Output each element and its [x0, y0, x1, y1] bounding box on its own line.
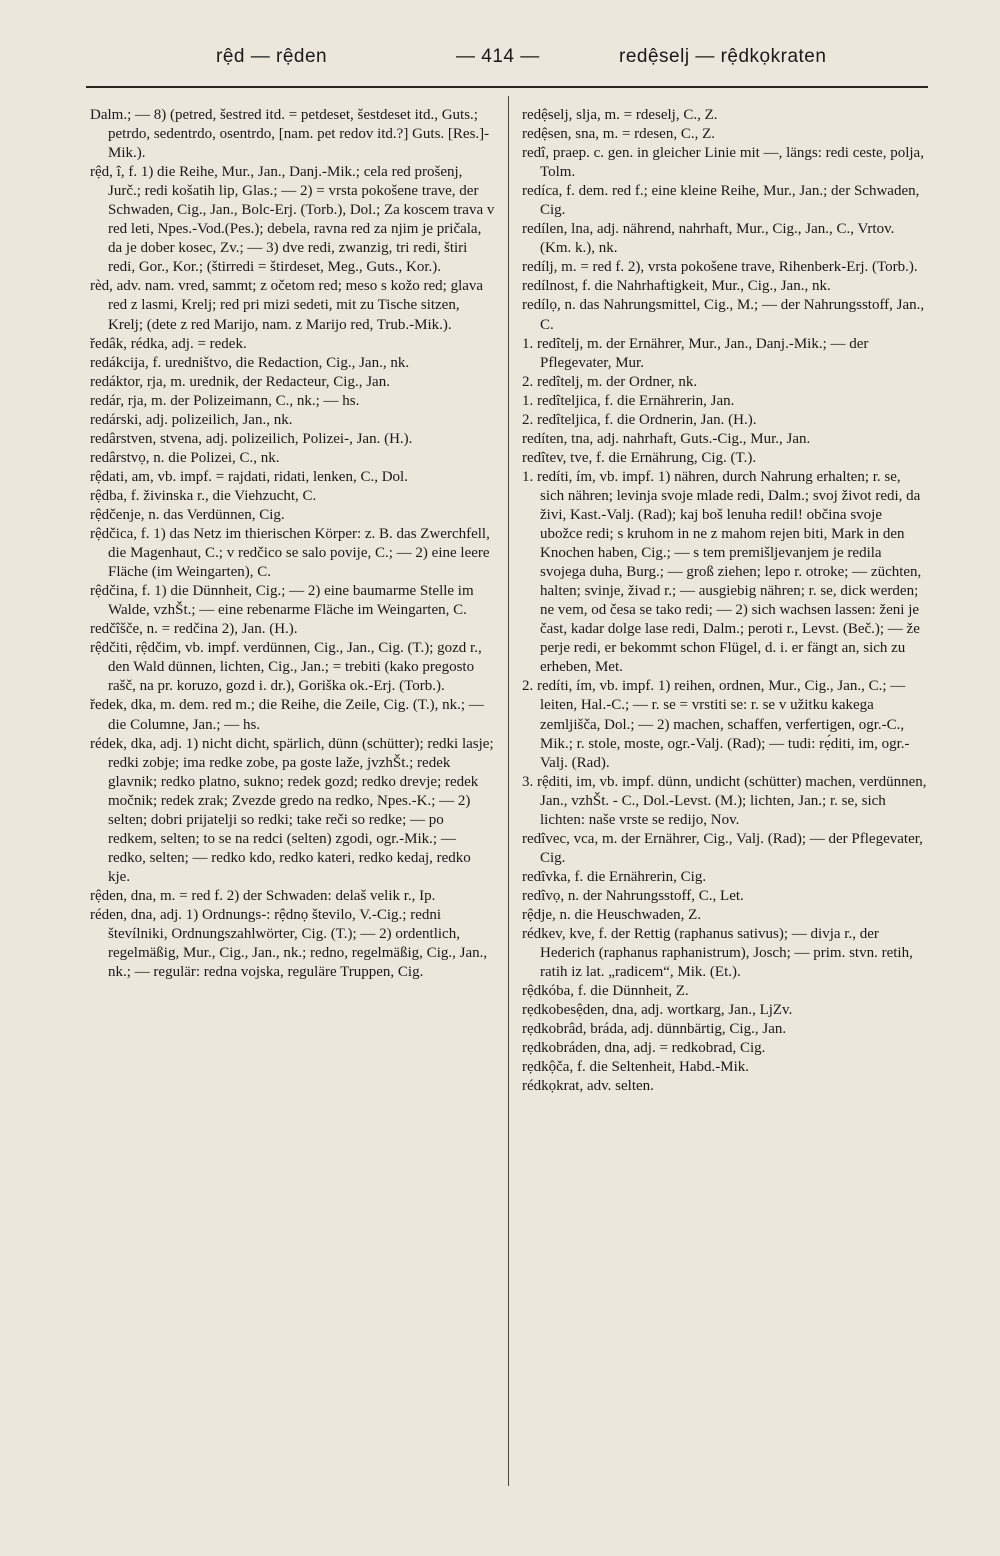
dictionary-entry: redíten, tna, adj. nahrhaft, Guts.-Cig., Mur., Jan.	[522, 430, 811, 447]
dictionary-entry: redârstven, stvena, adj. polizeilich, Polizei-, Jan. (H.).	[90, 430, 413, 447]
column-divider	[508, 96, 509, 1486]
header-rule	[86, 86, 928, 88]
dictionary-entry: 2. redíti, ím, vb. impf. 1) reihen, ordnen, Mur., Cig., Jan., C.; — leiten, Hal.-C.; — r. se = vrstiti se: r. se v užitku kakega zemljišča, Dol.; — 2) machen, schaffen, verfertigen, ogr.-C., Mik.; r. stole, moste, ogr.-Valj. (Rad); — tudi: rẹ́diti, im, ogr.-Valj. (Rad).	[522, 678, 910, 771]
dictionary-entry: réden, dna, adj. 1) Ordnungs-: rệdnọ število, V.-Cig.; redni števílniki, Ordnungszahlwörter, Cig. (T.); — 2) ordentlich, regelmäßig, Mur., Cig., Jan., nk.; redno, regelmäßig, Cig., Jan., nk.; — regulär: redna vojska, reguläre Truppen, Cig.	[90, 906, 488, 981]
dictionary-entry: rẹdkobesệden, dna, adj. wortkarg, Jan., LjZv.	[522, 1002, 793, 1019]
dictionary-entry: ředâk, rédka, adj. = redek.	[90, 335, 247, 352]
dictionary-entry: rệdati, am, vb. impf. = rajdati, ridati, lenken, C., Dol.	[90, 468, 408, 485]
dictionary-entry: rédkọkrat, adv. selten.	[522, 1078, 654, 1095]
dictionary-entry: rédkev, kve, f. der Rettig (raphanus sativus); — divja r., der Hederich (raphanus raphanistrum), Josch; — prim. stvn. retih, ratih iz lat. „radicem“, Mik. (Et.).	[522, 926, 913, 981]
dictionary-entry: redákcija, f. uredništvo, die Redaction, Cig., Jan., nk.	[90, 354, 410, 371]
dictionary-entry: redáktor, rja, m. urednik, der Redacteur, Cig., Jan.	[90, 373, 390, 390]
dictionary-entry: rẹdkobrâd, bráda, adj. dünnbärtig, Cig., Jan.	[522, 1021, 787, 1038]
dictionary-entry: redîvka, f. die Ernährerin, Cig.	[522, 868, 707, 885]
dictionary-entry: rèd, adv. nam. vred, sammt; z očetom red; meso s kožo red; glava red z lasmi, Krelj; red pri mizi sedeti, mit zu Tische sitzen, Krelj; (dete z red Marijo, nam. z Marijo red, Trub.-Mik.).	[90, 278, 484, 333]
left-guide-words: rệd — rệden	[216, 46, 328, 67]
dictionary-entry: rệdkóba, f. die Dünnheit, Z.	[522, 983, 689, 1000]
dictionary-entry: redệselj, slja, m. = rdeselj, C., Z.	[522, 107, 718, 123]
dictionary-entry: redárski, adj. polizeilich, Jan., nk.	[90, 411, 293, 428]
page-number: — 414 —	[456, 46, 540, 67]
dictionary-entry: 1. redîtelj, m. der Ernährer, Mur., Jan., Danj.-Mik.; — der Pflegevater, Mur.	[522, 335, 869, 371]
dictionary-entry: redîtev, tve, f. die Ernährung, Cig. (T.).	[522, 449, 757, 466]
dictionary-entry: 2. redîteljica, f. die Ordnerin, Jan. (H.).	[522, 411, 757, 428]
dictionary-entry: redčîšče, n. = redčina 2), Jan. (H.).	[90, 621, 298, 638]
dictionary-entry: rệdba, f. živinska r., die Viehzucht, C.	[90, 487, 317, 504]
dictionary-entry: rẹdkộča, f. die Seltenheit, Habd.-Mik.	[522, 1059, 750, 1076]
dictionary-entry: rệdčenje, n. das Verdünnen, Cig.	[90, 506, 285, 523]
left-column	[90, 106, 496, 982]
dictionary-entry: redîvec, vca, m. der Ernährer, Cig., Valj. (Rad); — der Pflegevater, Cig.	[522, 830, 923, 866]
dictionary-entry: redệsen, sna, m. = rdesen, C., Z.	[522, 126, 715, 143]
dictionary-entry: redíca, f. dem. red f.; eine kleine Reihe, Mur., Jan.; der Schwaden, Cig.	[522, 183, 920, 219]
dictionary-entry: 3. rệditi, im, vb. impf. dünn, undicht (schütter) machen, verdünnen, Jan., vzhŠt. - C., Dol.-Levst. (M.); lichten, Jan.; r. se, sich lichten: naše vrste se redijo, Nov.	[522, 773, 927, 828]
right-column	[522, 106, 928, 1096]
dictionary-entry: rệdčina, f. 1) die Dünnheit, Cig.; — 2) eine baumarme Stelle im Walde, vzhŠt.; — eine rebenarme Fläche im Weingarten, C.	[90, 583, 474, 619]
right-guide-words: redệselj — rệdkọkraten	[619, 46, 827, 67]
dictionary-entry: ředek, dka, m. dem. red m.; die Reihe, die Zeile, Cig. (T.), nk.; — die Columne, Jan.; — hs.	[90, 697, 484, 733]
dictionary-entry: rệd, î, f. 1) die Reihe, Mur., Jan., Danj.-Mik.; cela red prošenj, Jurč.; redi košatih lip, Glas.; — 2) = vrsta pokošene trave, der Schwaden, Cig., Jan., Bolc-Erj. (Torb.), Dol.; Za koscem trava v red leti, Npes.-Vod.(Pes.); debela, ravna red za njim je pričala, da je dober kosec, Zv.; — 3) dve redi, zwanzig, tri redi, štiri redi, Gor., Kor.; (štirredi = štirdeset, Meg., Guts., Kor.).	[90, 164, 495, 276]
dictionary-entry: 2. redîtelj, m. der Ordner, nk.	[522, 373, 698, 390]
dictionary-entry: rệdčica, f. 1) das Netz im thierischen Körper: z. B. das Zwerchfell, die Magenhaut, C.; v redčico se salo povije, C.; — 2) eine leere Fläche (im Weingarten), C.	[90, 526, 490, 581]
dictionary-entry: rệdje, n. die Heuschwaden, Z.	[522, 906, 702, 923]
dictionary-entry: redílọ, n. das Nahrungsmittel, Cig., M.; — der Nahrungsstoff, Jan., C.	[522, 297, 925, 333]
dictionary-entry: redílnost, f. die Nahrhaftigkeit, Mur., Cig., Jan., nk.	[522, 278, 831, 295]
dictionary-entry: redár, rja, m. der Polizeimann, C., nk.; — hs.	[90, 392, 360, 409]
dictionary-entry: redî, praep. c. gen. in gleicher Linie mit —, längs: redi ceste, polja, Tolm.	[522, 145, 924, 181]
dictionary-entry: redílj, m. = red f. 2), vrsta pokošene trave, Rihenberk-Erj. (Torb.).	[522, 259, 918, 276]
dictionary-entry: 1. redîteljica, f. die Ernährerin, Jan.	[522, 392, 735, 409]
dictionary-entry: rédek, dka, adj. 1) nicht dicht, spärlich, dünn (schütter); redki lasje; redki zobje; ima redke zobe, pa goste laže, jvzhŠt.; redek glavnik; redko platno, sukno; redek gozd; redko drevje; redek močnik; redek zrak; Zvezde gredo na redko, Npes.-K.; — 2) selten; dobri prijatelji so redki; take reči so redke; — po redkem, selten; to se na redci (selten) zgodi, ogr.-Mik.; — redko, selten; — redko kdo, redko kateri, redko kedaj, redko kje.	[90, 735, 494, 885]
dictionary-entry: Dalm.; — 8) (petred, šestred itd. = petdeset, šestdeset itd., Guts.; petrdo, sedentrdo, osentrdo, [nam. pet redov itd.?] Guts. [Res.]-Mik.).	[90, 107, 490, 162]
running-header	[86, 46, 928, 74]
dictionary-entry: redílen, lna, adj. nährend, nahrhaft, Mur., Cig., Jan., C., Vrtov. (Km. k.), nk.	[522, 221, 895, 257]
dictionary-entry: rệdčiti, rệdčim, vb. impf. verdünnen, Cig., Jan., Cig. (T.); gozd r., den Wald dünnen, lichten, Cig., Jan.; = trebiti (kako pregosto rašč, na pr. koruzo, gozd i. dr.), Goriška ok.-Erj. (Torb.).	[90, 640, 482, 695]
dictionary-entry: 1. redíti, ím, vb. impf. 1) nähren, durch Nahrung erhalten; r. se, sich nähren; levinja svoje mlade redi, Dalm.; svoj život redi, da živi, Kast.-Valj. (Rad); kaj boš lenuha redil! občina svoje ubožce redi; s kruhom in ne z mahom rejen biti, Mark in den Knochen haben, Cig.; — s tem premišljevanjem je redila svojega duha, Burg.; — groß ziehen; lepo r. otroke; — züchten, halten; svinje, živad r.; — ausgiebig nähren; r. se, dick werden; ne vem, od česa se tako redi; — 2) sich wachsen lassen: ženi je čast, kadar dolge lase redi, Dalm.; peroti r., Levst. (Beč.); — že perje redi, er bekommt schon Flügel, d. i. er fängt an, sich zu erheben, Met.	[522, 468, 922, 676]
dictionary-entry: rẹdkobráden, dna, adj. = redkobrad, Cig.	[522, 1040, 766, 1057]
dictionary-entry: rệden, dna, m. = red f. 2) der Schwaden: delaš velik r., Ip.	[90, 887, 436, 904]
dictionary-entry: redârstvọ, n. die Polizei, C., nk.	[90, 449, 280, 466]
dictionary-entry: redîvọ, n. der Nahrungsstoff, C., Let.	[522, 887, 744, 904]
